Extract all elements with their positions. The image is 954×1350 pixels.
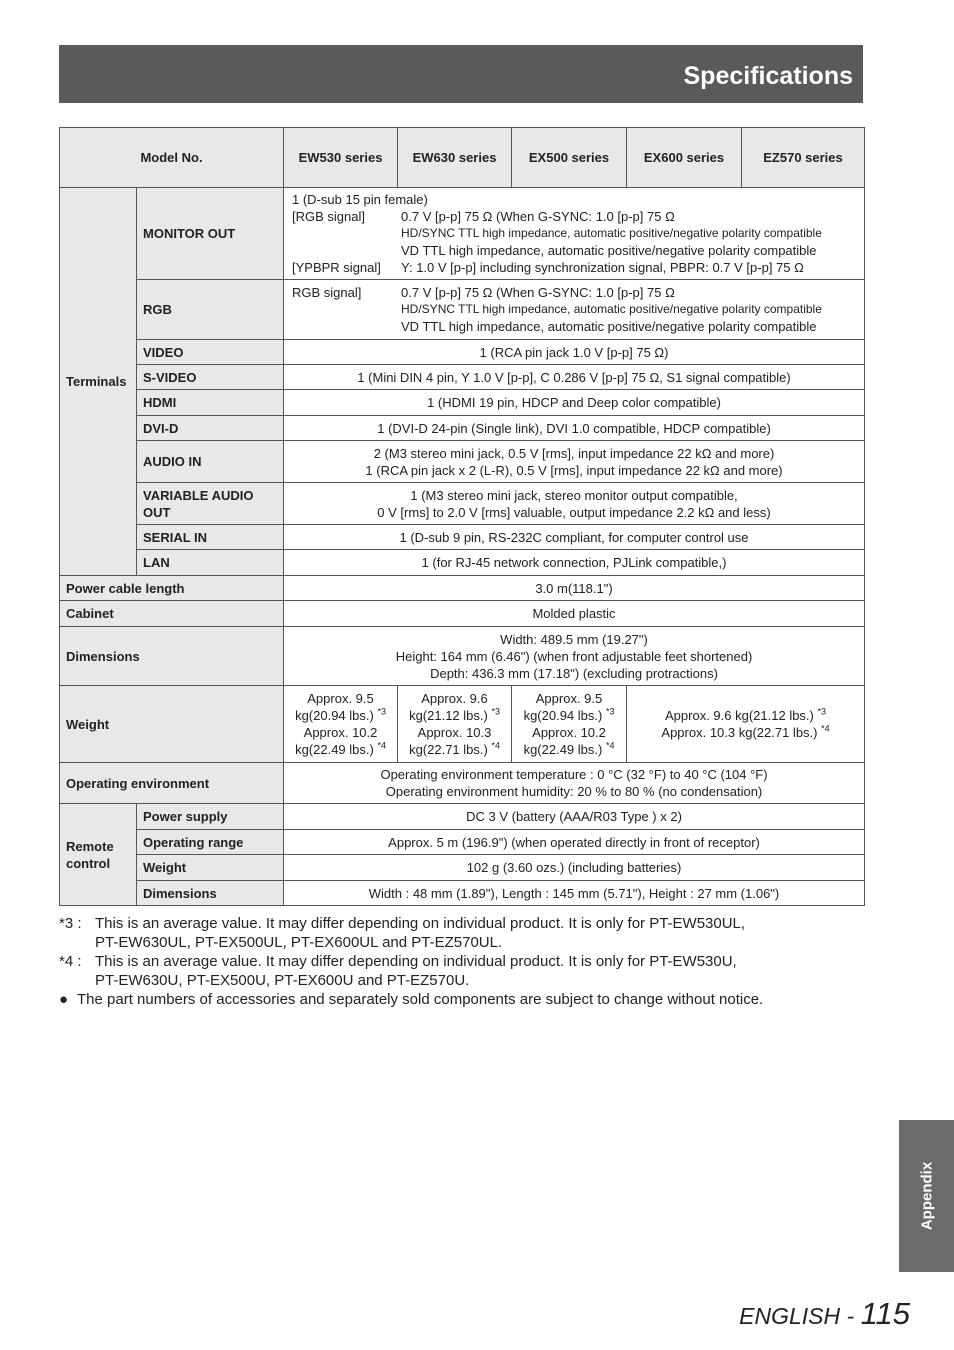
dvid-label: DVI-D [137, 416, 284, 441]
model-header-ew630: EW630 series [398, 128, 512, 188]
table-header-row [60, 128, 865, 188]
rgb-v1: 0.7 V [p-p] 75 Ω (When G-SYNC: 1.0 [p-p] 75 Ω [401, 285, 675, 300]
table-row [60, 881, 865, 906]
weight-ew630-a: Approx. 9.6 [421, 691, 488, 706]
footnote-3-mark: *3 : [59, 915, 82, 932]
monitor-out-line1: 1 (D-sub 15 pin female) [292, 192, 428, 207]
table-row [60, 525, 865, 550]
hdmi-value: 1 (HDMI 19 pin, HDCP and Deep color compatible) [284, 390, 865, 416]
remote-label-line1: Remote [66, 838, 114, 854]
table-row [60, 576, 865, 601]
operating-env-value [284, 763, 865, 804]
audio-in-label: AUDIO IN [137, 441, 284, 483]
operating-env-temperature: Operating environment temperature : 0 °C (32 °F) to 40 °C (104 °F) [380, 767, 768, 782]
dimensions-value [284, 627, 865, 686]
model-header-ew530: EW530 series [284, 128, 398, 188]
remote-control-label [60, 804, 137, 906]
notice-text: The part numbers of accessories and separately sold components are subject to change without notice. [77, 991, 764, 1008]
table-row [60, 340, 865, 365]
remote-label-line2: control [66, 855, 111, 871]
footnote-ref-4: *4 [605, 740, 615, 751]
page-title: Specifications [683, 62, 853, 90]
dimensions-depth: Depth: 436.3 mm (17.18") (excluding protractions) [430, 665, 718, 681]
dimensions-height: Height: 164 mm (6.46") (when front adjustable feet shortened) [395, 648, 753, 664]
appendix-tab-label: Appendix [918, 1161, 935, 1231]
footnote-ref-3: *3 [491, 706, 500, 717]
video-value: 1 (RCA pin jack 1.0 V [p-p] 75 Ω) [284, 340, 865, 365]
table-row [60, 280, 865, 340]
operating-env-label: Operating environment [60, 763, 284, 804]
remote-dimensions-value: Width : 48 mm (1.89"), Length : 145 mm (5.71"), Height : 27 mm (1.06") [284, 881, 865, 906]
table-row [60, 550, 865, 576]
footnote-ref-4: *4 [821, 723, 830, 734]
svideo-value: 1 (Mini DIN 4 pin, Y 1.0 V [p-p], C 0.286 V [p-p] 75 Ω, S1 signal compatible) [284, 365, 865, 390]
dimensions-label: Dimensions [60, 627, 284, 686]
variable-audio-out-line1: 1 (M3 stereo mini jack, stereo monitor output compatible, [410, 487, 738, 503]
operating-env-humidity: Operating environment humidity: 20 % to 80 % (no condensation) [385, 784, 763, 799]
weight-ex500 [512, 686, 627, 763]
table-row [60, 390, 865, 416]
footnote-4-line2: PT-EW630U, PT-EX500U, PT-EX600U and PT-EZ570U. [95, 972, 470, 989]
table-row [60, 483, 865, 525]
monitor-out-label: MONITOR OUT [137, 188, 284, 280]
variable-audio-out-value [284, 483, 865, 525]
cabinet-value: Molded plastic [284, 601, 865, 627]
weight-ew530-c: Approx. 10.2 [303, 725, 378, 740]
weight-ew630 [398, 686, 512, 763]
rgb-v3: VD TTL high impedance, automatic positive/negative polarity compatible [401, 319, 817, 334]
dimensions-width: Width: 489.5 mm (19.27") [500, 631, 648, 647]
table-row [60, 830, 865, 855]
notice-bullet [59, 990, 859, 1009]
appendix-tab[interactable] [899, 1120, 954, 1272]
page-number: 115 [860, 1296, 910, 1331]
table-row [60, 686, 865, 763]
footnote-ref-4: *4 [377, 740, 386, 751]
footnotes [59, 914, 859, 1009]
weight-ew530 [284, 686, 398, 763]
model-header-ex600: EX600 series [627, 128, 742, 188]
rgb-value [284, 280, 865, 340]
footnote-4-mark: *4 : [59, 953, 82, 970]
power-cable-label: Power cable length [60, 576, 284, 601]
table-row [60, 804, 865, 830]
rgb-label: RGB [137, 280, 284, 340]
remote-power-supply-value: DC 3 V (battery (AAA/R03 Type ) x 2) [284, 804, 865, 830]
video-label: VIDEO [137, 340, 284, 365]
table-row [60, 416, 865, 441]
monitor-out-ypbpr-key: [YPBPR signal] [292, 260, 381, 275]
audio-in-line1: 2 (M3 stereo mini jack, 0.5 V [rms], input impedance 22 kΩ and more) [373, 445, 775, 461]
page-footer [739, 1296, 910, 1332]
bullet-icon: ● [59, 991, 69, 1008]
weight-ex600-ez570 [627, 686, 865, 763]
monitor-out-rgb-v1: 0.7 V [p-p] 75 Ω (When G-SYNC: 1.0 [p-p] 75 Ω [401, 209, 675, 224]
remote-dimensions-label: Dimensions [137, 881, 284, 906]
weight-ew630-b: kg(21.12 lbs.) [409, 708, 492, 723]
serial-in-value: 1 (D-sub 9 pin, RS-232C compliant, for computer control use [284, 525, 865, 550]
footnote-ref-3: *3 [605, 706, 615, 717]
remote-weight-value: 102 g (3.60 ozs.) (including batteries) [284, 855, 865, 881]
monitor-out-value [284, 188, 865, 280]
monitor-out-rgb-key: [RGB signal] [292, 209, 365, 224]
footnote-4 [59, 952, 859, 990]
weight-ew530-d: kg(22.49 lbs.) [295, 742, 378, 757]
rgb-v2: HD/SYNC TTL high impedance, automatic positive/negative polarity compatible [401, 302, 822, 316]
lan-value: 1 (for RJ-45 network connection, PJLink compatible,) [284, 550, 865, 576]
table-row [60, 188, 865, 280]
monitor-out-rgb-v2: HD/SYNC TTL high impedance, automatic positive/negative polarity compatible [401, 226, 822, 240]
weight-ew630-c: Approx. 10.3 [417, 725, 492, 740]
footnote-3-line1: This is an average value. It may differ depending on individual product. It is only for PT-EW530UL, [95, 915, 746, 932]
rgb-key: RGB signal] [292, 285, 362, 300]
table-row [60, 763, 865, 804]
page-header-bar [59, 45, 863, 103]
weight-ew630-d: kg(22.71 lbs.) [409, 742, 492, 757]
footnote-ref-4: *4 [491, 740, 500, 751]
footnote-ref-3: *3 [817, 706, 827, 717]
table-row [60, 365, 865, 390]
remote-power-supply-label: Power supply [137, 804, 284, 830]
model-header-ez570: EZ570 series [742, 128, 865, 188]
weight-label: Weight [60, 686, 284, 763]
table-row [60, 627, 865, 686]
svideo-label: S-VIDEO [137, 365, 284, 390]
weight-ex500-b: kg(20.94 lbs.) [523, 708, 606, 723]
variable-audio-out-line2: 0 V [rms] to 2.0 V [rms] valuable, output impedance 2.2 kΩ and less) [377, 504, 771, 520]
hdmi-label: HDMI [137, 390, 284, 416]
table-row [60, 441, 865, 483]
weight-ew530-b: kg(20.94 lbs.) [295, 708, 378, 723]
remote-operating-range-value: Approx. 5 m (196.9") (when operated directly in front of receptor) [284, 830, 865, 855]
weight-ex600-a: Approx. 9.6 kg(21.12 lbs.) [665, 708, 818, 723]
remote-weight-label: Weight [137, 855, 284, 881]
terminals-label: Terminals [60, 188, 137, 576]
serial-in-label: SERIAL IN [137, 525, 284, 550]
monitor-out-rgb-v3: VD TTL high impedance, automatic positive/negative polarity compatible [401, 243, 817, 258]
model-no-header: Model No. [60, 128, 284, 188]
lan-label: LAN [137, 550, 284, 576]
footnote-3 [59, 914, 859, 952]
audio-in-value [284, 441, 865, 483]
weight-ex600-b: Approx. 10.3 kg(22.71 lbs.) [661, 725, 822, 740]
footnote-3-line2: PT-EW630UL, PT-EX500UL, PT-EX600UL and PT-EZ570UL. [95, 934, 503, 951]
remote-operating-range-label: Operating range [137, 830, 284, 855]
weight-ex500-c: Approx. 10.2 [532, 725, 606, 740]
footer-language: ENGLISH - [739, 1303, 861, 1329]
variable-audio-out-label: VARIABLE AUDIO OUT [137, 483, 284, 525]
table-row [60, 601, 865, 627]
footnote-ref-3: *3 [377, 706, 386, 717]
audio-in-line2: 1 (RCA pin jack x 2 (L-R), 0.5 V [rms], input impedance 22 kΩ and more) [365, 462, 783, 478]
weight-ew530-a: Approx. 9.5 [307, 691, 374, 706]
dvid-value: 1 (DVI-D 24-pin (Single link), DVI 1.0 compatible, HDCP compatible) [284, 416, 865, 441]
power-cable-value: 3.0 m(118.1") [284, 576, 865, 601]
cabinet-label: Cabinet [60, 601, 284, 627]
weight-ex500-d: kg(22.49 lbs.) [523, 742, 606, 757]
table-row [60, 855, 865, 881]
weight-ex500-a: Approx. 9.5 [535, 691, 603, 706]
monitor-out-ypbpr-value: Y: 1.0 V [p-p] including synchronization signal, PBPR: 0.7 V [p-p] 75 Ω [401, 260, 804, 275]
specifications-table [59, 127, 865, 906]
model-header-ex500: EX500 series [512, 128, 627, 188]
footnote-4-line1: This is an average value. It may differ depending on individual product. It is only for PT-EW530U, [95, 953, 737, 970]
